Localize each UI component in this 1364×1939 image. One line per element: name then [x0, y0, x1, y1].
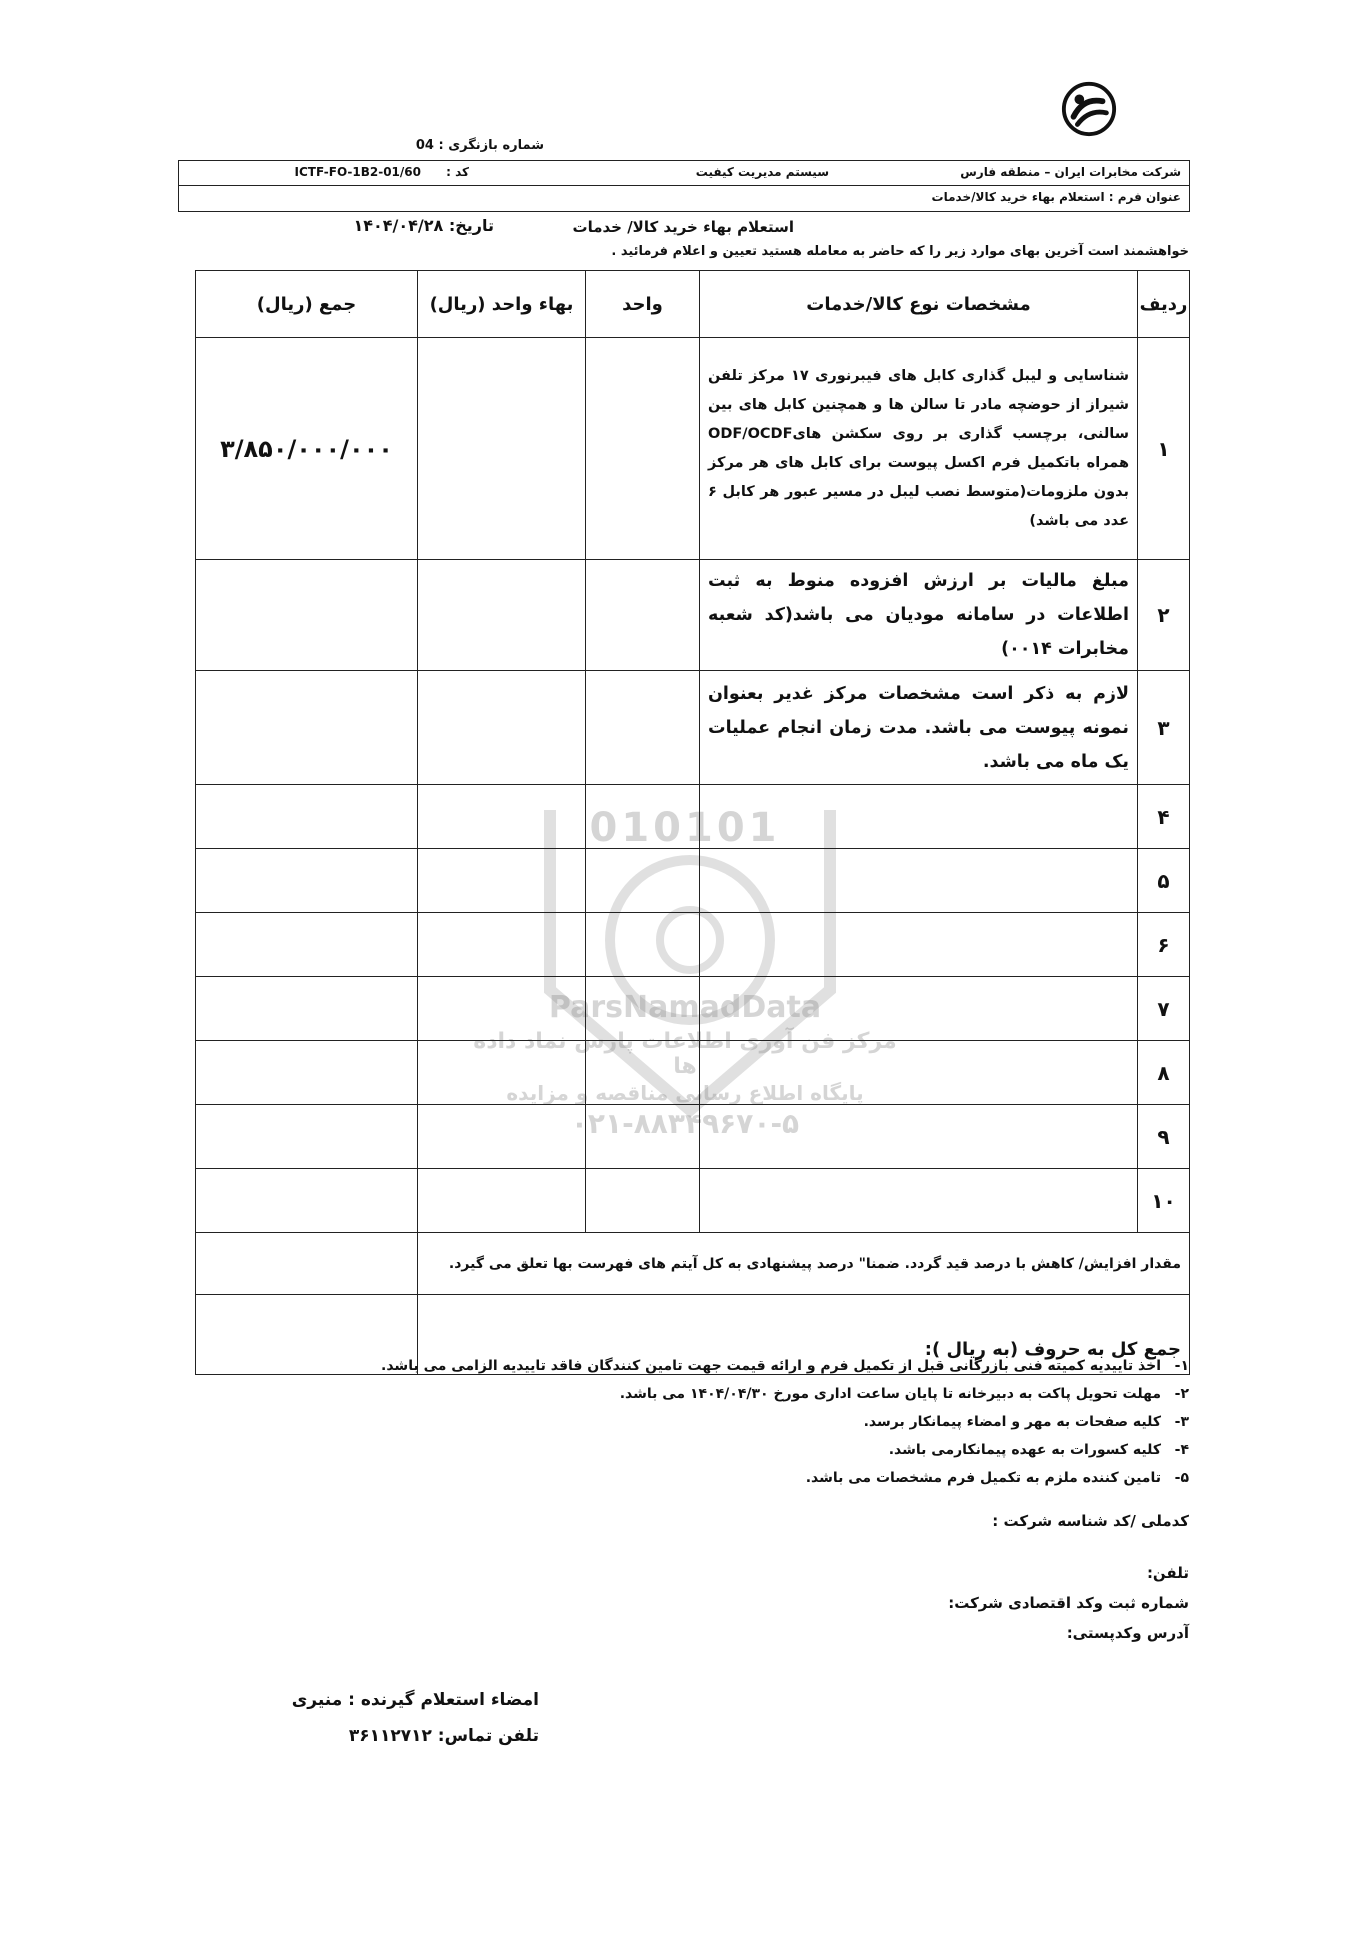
row-unit-price [418, 913, 586, 977]
watermark-brand: ParsNamadData [548, 990, 822, 1025]
quality-system: سیستم مدیریت کیفیت [695, 165, 829, 179]
row-total [196, 849, 418, 913]
adjustment-note: مقدار افزایش/ کاهش با درصد قید گردد. ضمنا" درصد پیشنهادی به کل آیتم های فهرست بها تعلق می گیرد. [418, 1233, 1190, 1295]
watermark-phone: ۰۲۱-۸۸۳۴۹۶۷۰-۵ [570, 1107, 800, 1140]
row-total [196, 1041, 418, 1105]
note-number: ۲- [1174, 1386, 1189, 1402]
header-spec: مشخصات نوع کالا/خدمات [700, 271, 1138, 338]
intro-text: خواهشمند است آخرین بهای موارد زیر را که حاضر به معامله هستید تعیین و اعلام فرمائید . [611, 244, 1189, 259]
table-row [196, 1041, 1190, 1105]
row-number: ۱۰ [1138, 1169, 1190, 1233]
header-total: جمع (ریال) [196, 271, 418, 338]
row-number: ۴ [1138, 785, 1190, 849]
document-title: استعلام بهاء خرید کالا/ خدمات [572, 218, 794, 236]
row-unit-price [418, 560, 586, 671]
table-row [196, 1169, 1190, 1233]
row-spec: شناسایی و لیبل گذاری کابل های فیبرنوری ۱۷ مرکز تلفن شیراز از حوضچه مادر تا سالن ها و همچنین کابل های بین سالنی، برچسب گذاری بر روی سکشن هایODF/OCDF همراه باتکمیل فرم اکسل پیوست برای کابل های هر مرکز بدون ملزومات(متوسط نصب لیبل در مسیر عبور هر کابل ۶ عدد می باشد) [700, 338, 1138, 560]
table-row [196, 785, 1190, 849]
row-total: ۳/۸۵۰/۰۰۰/۰۰۰ [196, 338, 418, 560]
table-row [196, 671, 1190, 785]
address-field: آدرس وکدپستی: [1066, 1624, 1189, 1642]
row-number: ۵ [1138, 849, 1190, 913]
form-title: عنوان فرم : استعلام بهاء خرید کالا/خدمات [931, 190, 1181, 204]
row-spec [700, 785, 1138, 849]
header-unit: واحد [586, 271, 700, 338]
note-item [189, 1464, 1189, 1492]
row-unit [586, 1041, 700, 1105]
watermark-digits: 010101 [589, 805, 781, 851]
row-total [196, 1169, 418, 1233]
row-spec: لازم به ذکر است مشخصات مرکز غدیر بعنوان نمونه پیوست می باشد. مدت زمان انجام عملیات یک ماه می باشد. [700, 671, 1138, 785]
note-number: ۵- [1174, 1470, 1189, 1486]
form-header-row-2 [179, 186, 1189, 210]
national-id-field: کدملی /کد شناسه شرکت : [992, 1512, 1189, 1530]
row-number: ۸ [1138, 1041, 1190, 1105]
row-number: ۳ [1138, 671, 1190, 785]
row-number: ۹ [1138, 1105, 1190, 1169]
row-unit-price [418, 977, 586, 1041]
document-date: تاریخ: ۱۴۰۴/۰۴/۲۸ [353, 216, 494, 235]
phone-field: تلفن: [1146, 1564, 1189, 1582]
adjustment-row [196, 1233, 1190, 1295]
row-unit [586, 560, 700, 671]
row-spec [700, 913, 1138, 977]
note-item [189, 1380, 1189, 1408]
total-in-words-label: جمع کل به حروف (به ریال ): [924, 1339, 1181, 1360]
form-header [178, 160, 1190, 212]
row-unit [586, 671, 700, 785]
row-unit-price [418, 1105, 586, 1169]
notes-list [189, 1352, 1189, 1492]
row-unit-price [418, 785, 586, 849]
table-row [196, 560, 1190, 671]
note-text: تامین کننده ملزم به تکمیل فرم مشخصات می باشد. [805, 1470, 1161, 1486]
watermark-line2: پایگاه اطلاع رسانی مناقصه و مزایده [506, 1081, 864, 1105]
row-total [196, 977, 418, 1041]
row-unit [586, 913, 700, 977]
note-number: ۱- [1174, 1358, 1189, 1374]
company-logo [1060, 80, 1118, 138]
note-item [189, 1408, 1189, 1436]
row-spec [700, 1041, 1138, 1105]
row-spec [700, 1105, 1138, 1169]
table-row [196, 1105, 1190, 1169]
note-text: اخذ تاییدیه کمیته فنی بازرگانی قبل از تکمیل فرم و ارائه قیمت جهت تامین کنندگان فاقد تاییدیه الزامی می باشد. [381, 1358, 1161, 1374]
form-code: ICTF-FO-1B2-01/60 [294, 165, 421, 179]
note-number: ۴- [1174, 1442, 1189, 1458]
row-unit-price [418, 338, 586, 560]
row-total [196, 560, 418, 671]
contact-phone: تلفن تماس: ۳۶۱۱۲۷۱۲ [348, 1726, 539, 1746]
note-text: کلیه صفحات به مهر و امضاء پیمانکار برسد. [863, 1414, 1161, 1430]
row-unit [586, 338, 700, 560]
table-row [196, 913, 1190, 977]
supplier-fields [948, 1506, 1189, 1648]
form-code-label: کد : [446, 165, 469, 179]
signature-block [292, 1682, 539, 1754]
row-number: ۷ [1138, 977, 1190, 1041]
row-total [196, 785, 418, 849]
row-unit-price [418, 1169, 586, 1233]
row-total [196, 1105, 418, 1169]
note-number: ۳- [1174, 1414, 1189, 1430]
recipient-signature: امضاء استعلام گیرنده : منیری [291, 1690, 539, 1710]
watermark-line1: مرکز فن آوری اطلاعات پارس نماد داده ها [473, 1029, 897, 1079]
company-name: شرکت مخابرات ایران – منطقه فارس [960, 165, 1181, 179]
row-number: ۱ [1138, 338, 1190, 560]
row-unit [586, 1105, 700, 1169]
table-header-row [196, 271, 1190, 338]
row-spec [700, 1169, 1138, 1233]
row-unit [586, 1169, 700, 1233]
row-unit-price [418, 1041, 586, 1105]
table-row [196, 977, 1190, 1041]
row-unit-price [418, 849, 586, 913]
note-item [189, 1436, 1189, 1464]
row-unit [586, 785, 700, 849]
adjustment-value [196, 1233, 418, 1295]
row-number: ۲ [1138, 560, 1190, 671]
header-unit-price: بهاء واحد (ریال) [418, 271, 586, 338]
form-header-row-1 [179, 161, 1189, 186]
header-row-number: ردیف [1138, 271, 1190, 338]
revision-number: شماره بازنگری : 04 [415, 138, 544, 153]
row-unit-price [418, 671, 586, 785]
row-total [196, 671, 418, 785]
table-row [196, 849, 1190, 913]
row-spec: مبلغ مالیات بر ارزش افزوده منوط به ثبت اطلاعات در سامانه مودیان می باشد(کد شعبه مخابرات ۰۰۱۴) [700, 560, 1138, 671]
note-text: مهلت تحویل پاکت به دبیرخانه تا پایان ساعت اداری مورخ ۱۴۰۴/۰۴/۳۰ می باشد. [619, 1386, 1161, 1402]
row-spec [700, 977, 1138, 1041]
row-number: ۶ [1138, 913, 1190, 977]
table-row [196, 338, 1190, 560]
note-text: کلیه کسورات به عهده پیمانکارمی باشد. [888, 1442, 1161, 1458]
items-table [195, 270, 1190, 1375]
row-total [196, 913, 418, 977]
row-unit [586, 849, 700, 913]
row-unit [586, 977, 700, 1041]
row-spec [700, 849, 1138, 913]
note-item [189, 1352, 1189, 1380]
registration-field: شماره ثبت وکد اقتصادی شرکت: [948, 1594, 1189, 1612]
